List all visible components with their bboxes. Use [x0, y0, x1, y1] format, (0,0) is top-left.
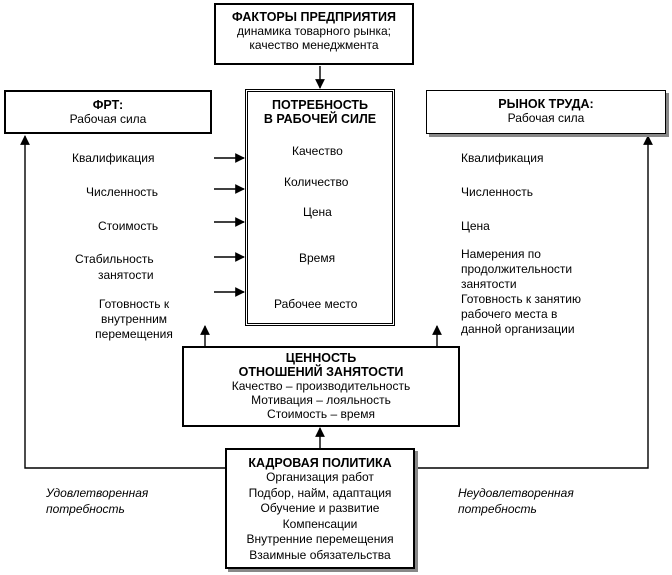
frt-item-quantity: Численность	[86, 185, 159, 199]
value-line-2: Мотивация – лояльность	[251, 393, 391, 407]
need-title-2: В РАБОЧЕЙ СИЛЕ	[263, 112, 377, 126]
value-title-1: ЦЕННОСТЬ	[285, 351, 357, 365]
frt-item-employment: занятости	[98, 268, 154, 282]
satisfied-need-label-1: Удовлетворенная	[46, 486, 149, 500]
frt-item-qualification: Квалификация	[72, 151, 155, 165]
market-item-qualification: Квалификация	[461, 151, 544, 165]
need-title-1: ПОТРЕБНОСТЬ	[271, 98, 369, 112]
market-item-employment: занятости	[461, 277, 517, 291]
frt-subtitle: Рабочая сила	[69, 112, 147, 126]
satisfied-need-label-2: потребность	[46, 502, 125, 516]
market-item-price: Цена	[461, 219, 490, 233]
need-item-price: Цена	[303, 205, 332, 219]
enterprise-line-1: динамика товарного рынка;	[237, 24, 391, 38]
market-item-organization: данной организации	[461, 322, 575, 336]
market-item-intentions: Намерения по	[461, 247, 541, 261]
labor-market-subtitle: Рабочая сила	[507, 111, 585, 125]
labor-market-box	[426, 90, 666, 134]
frt-item-internal: внутренним	[100, 312, 168, 326]
hr-policy-line-4: Компенсации	[282, 516, 358, 531]
enterprise-factors-box	[214, 3, 414, 65]
hr-policy-line-3: Обучение и развитие	[260, 501, 380, 515]
hr-policy-line-2: Подбор, найм, адаптация	[248, 485, 392, 500]
hr-policy-line-1: Организация работ	[266, 470, 374, 484]
need-item-quality: Качество	[292, 144, 343, 158]
need-item-workplace: Рабочее место	[274, 297, 358, 311]
unsatisfied-need-label-1: Неудовлетворенная	[458, 486, 574, 500]
market-item-readiness: Готовность к занятию	[461, 292, 581, 306]
frt-item-cost: Стоимость	[98, 219, 159, 233]
unsatisfied-need-label-2: потребность	[458, 502, 537, 516]
enterprise-title: ФАКТОРЫ ПРЕДПРИЯТИЯ	[232, 10, 396, 24]
market-item-duration: продолжительности	[461, 262, 573, 276]
market-item-quantity: Численность	[461, 185, 534, 199]
labor-market-title: РЫНОК ТРУДА:	[498, 97, 594, 111]
value-line-1: Качество – производительность	[231, 379, 411, 393]
hr-policy-box	[225, 448, 415, 569]
hr-policy-line-6: Взаимные обязательства	[249, 547, 391, 562]
frt-title: ФРТ:	[92, 98, 124, 112]
value-title-2: ОТНОШЕНИЙ ЗАНЯТОСТИ	[238, 365, 404, 379]
need-item-time: Время	[299, 251, 336, 265]
employment-value-box	[182, 346, 460, 427]
frt-item-transfers: перемещения	[95, 327, 173, 341]
frt-item-stability: Стабильность	[75, 252, 154, 266]
hr-policy-line-5: Внутренние перемещения	[246, 532, 394, 546]
need-item-quantity: Количество	[284, 175, 349, 189]
enterprise-line-2: качество менеджмента	[249, 38, 379, 52]
market-item-workplace: рабочего места в	[461, 307, 558, 321]
frt-box	[4, 90, 212, 134]
frt-item-readiness: Готовность к	[98, 297, 170, 311]
value-line-3: Стоимость – время	[267, 407, 375, 421]
hr-policy-title: КАДРОВАЯ ПОЛИТИКА	[248, 456, 392, 470]
